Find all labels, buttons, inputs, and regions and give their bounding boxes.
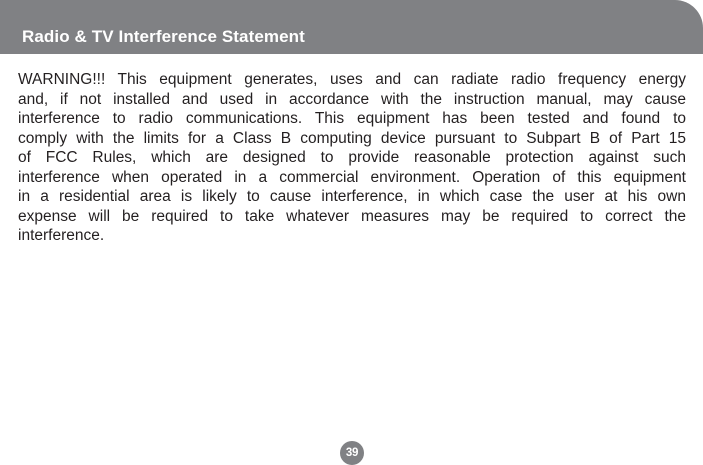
statement-line: interference when operated in a commercial environment. Operation of this equipment [18, 168, 686, 186]
statement-line: and, if not installed and used in accordance with the instruction manual, may cause [18, 90, 686, 108]
statement-line: in a residential area is likely to cause interference, in which case the user at his own [18, 188, 686, 205]
interference-statement [18, 70, 686, 246]
page-number-badge: 39 [340, 441, 364, 465]
statement-line: of FCC Rules, which are designed to provide reasonable protection against such [18, 149, 686, 166]
statement-line: comply with the limits for a Class B computing device pursuant to Subpart B of Part 15 [18, 129, 686, 147]
statement-line: expense will be required to take whatever measures may be required to correct the [18, 207, 686, 225]
section-title: Radio & TV Interference Statement [22, 27, 305, 46]
statement-line: interference. [18, 227, 105, 244]
section-header-bar [0, 0, 703, 54]
statement-line: WARNING!!! This equipment generates, uses and can radiate radio frequency energy [18, 71, 686, 88]
statement-line: interference to radio communications. This equipment has been tested and found to [18, 110, 686, 127]
